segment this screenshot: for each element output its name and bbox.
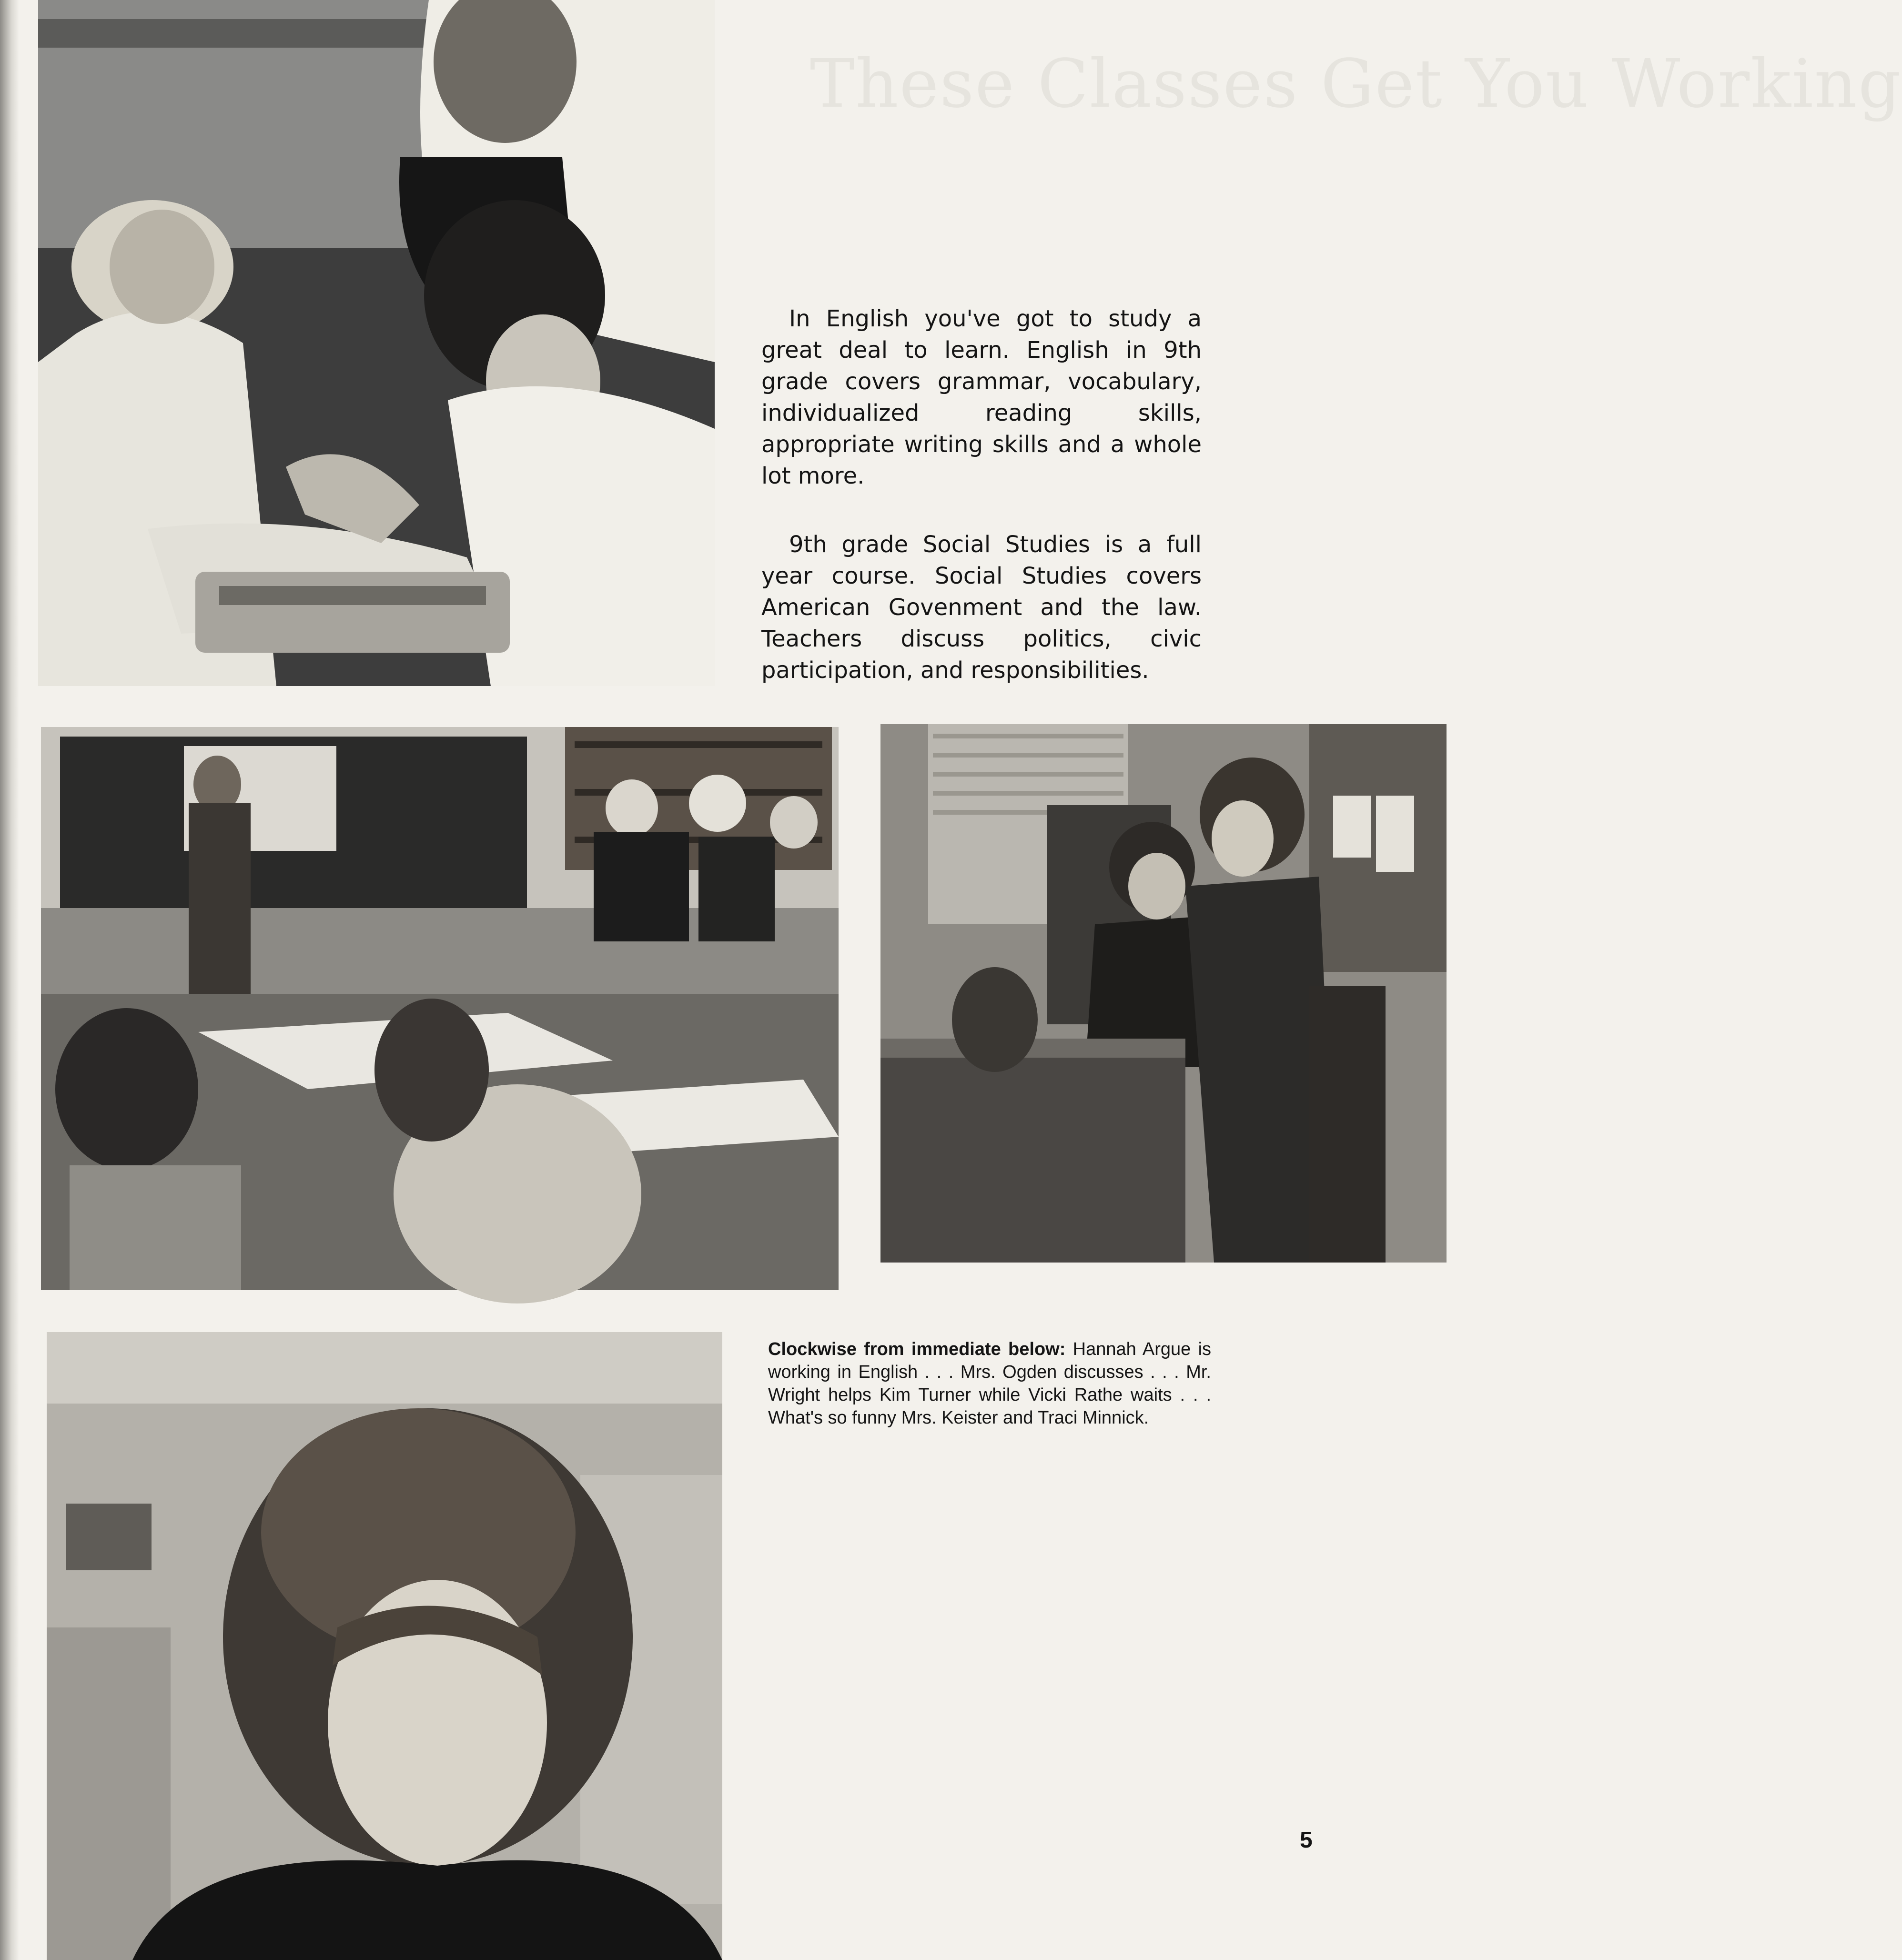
bleed-through-title: These Classes Get You Working [810, 45, 1902, 123]
page-binding-edge [0, 0, 19, 1960]
social-studies-paragraph: 9th grade Social Studies is a full year course. Social Studies covers American Govenment and the law. Teachers discuss politics, civic participation, and responsibilities. [761, 531, 1202, 684]
photo-student-portrait [47, 1332, 722, 1960]
caption-lead: Clockwise from immediate below: [768, 1339, 1066, 1359]
photo-caption [768, 1338, 1211, 1429]
english-paragraph: In English you've got to study a great deal to learn. English in 9th grade covers grammar, vocabulary, individualized reading skills, appropriate writing skills and a whole lot more. [761, 305, 1202, 489]
caption-body: Hannah Argue is working in English . . . Mrs. Ogden discusses . . . Mr. Wright helps Kim Turner while Vicki Rathe waits . . . What's so funny Mrs. Keister and Traci Minnick. [768, 1339, 1212, 1428]
page-number: 5 [1300, 1828, 1313, 1853]
photo-teacher-helping-students [38, 0, 715, 686]
photo-office-desk [880, 724, 1447, 1263]
photo-classroom-discussion [41, 727, 839, 1290]
